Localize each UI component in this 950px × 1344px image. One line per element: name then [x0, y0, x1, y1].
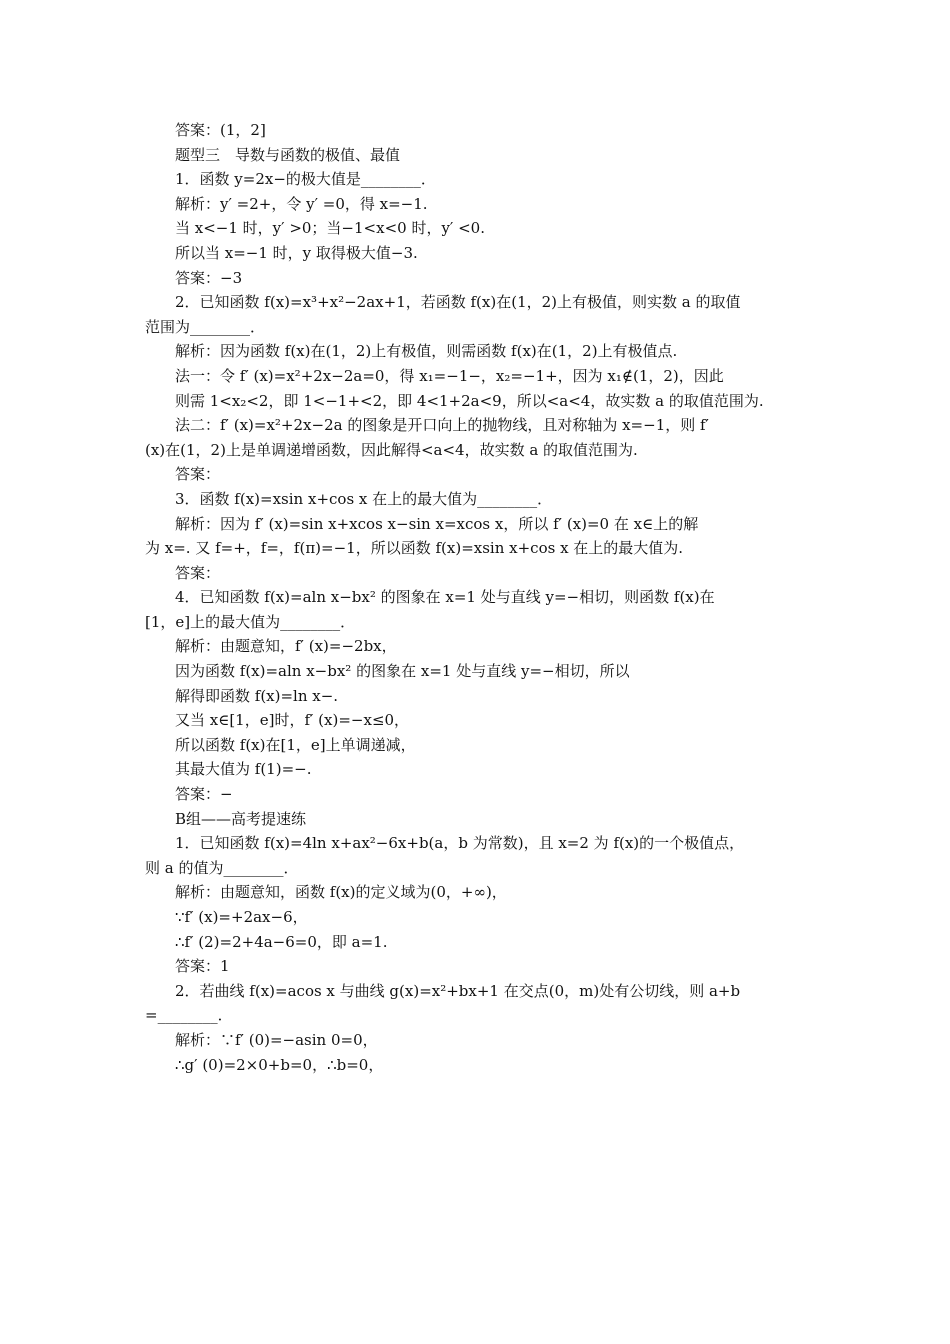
text-line: 法一：令 f′ (x)=x²+2x−2a=0，得 x₁=−1−，x₂=−1+，因为 x₁∉(1，2)，因此 [175, 366, 724, 385]
text-line: 因为函数 f(x)=aln x−bx² 的图象在 x=1 处与直线 y=−相切，所以 [175, 662, 630, 681]
text-line: 答案： [175, 465, 221, 484]
text-line: 解析：因为 f′ (x)=sin x+xcos x−sin x=xcos x，所以 f′ (x)=0 在 x∈上的解 [175, 514, 699, 533]
text-line: 1．函数 y=2x−的极大值是________． [175, 170, 436, 189]
text-line: 范围为________． [145, 317, 266, 336]
text-line: 答案：−3 [175, 268, 243, 287]
text-line: 解析：y′ =2+，令 y′ =0，得 x=−1. [175, 194, 428, 213]
text-line: 则需 1<x₂<2，即 1<−1+<2，即 4<1+2a<9，所以<a<4，故实数 a 的取值范围为. [175, 391, 764, 410]
text-line: 1．已知函数 f(x)=4ln x+ax²−6x+b(a，b 为常数)，且 x=2 为 f(x)的一个极值点， [175, 834, 745, 853]
text-line: 答案： [175, 563, 221, 582]
text-line: 4．已知函数 f(x)=aln x−bx² 的图象在 x=1 处与直线 y=−相切，则函数 f(x)在 [175, 588, 715, 607]
text-line: B组——高考提速练 [175, 809, 307, 828]
text-line: 则 a 的值为________． [145, 858, 299, 877]
text-line: [1，e]上的最大值为________． [145, 612, 356, 631]
text-line: 其最大值为 f(1)=−. [175, 760, 312, 779]
text-line: 解得即函数 f(x)=ln x−. [175, 686, 339, 705]
text-line: ∴f′ (2)=2+4a−6=0，即 a=1. [175, 932, 388, 951]
text-line: 2．已知函数 f(x)=x³+x²−2ax+1，若函数 f(x)在(1，2)上有极值，则实数 a 的取值 [175, 293, 741, 312]
text-line: 所以当 x=−1 时，y 取得极大值−3. [175, 243, 418, 262]
text-line: 所以函数 f(x)在[1，e]上单调递减， [175, 735, 416, 754]
text-line: =________． [145, 1006, 233, 1025]
text-line: 答案：(1，2] [175, 121, 266, 139]
text-line: ∵f′ (x)=+2ax−6， [175, 908, 308, 926]
text-line: ∴g′ (0)=2×0+b=0，∴b=0， [175, 1055, 384, 1074]
text-line: 3．函数 f(x)=xsin x+cos x 在上的最大值为________． [175, 489, 553, 508]
text-line: 解析：由题意知，函数 f(x)的定义域为(0，+∞)， [175, 883, 507, 902]
text-line: 又当 x∈[1，e]时，f′ (x)=−x≤0， [175, 711, 410, 730]
text-line: 当 x<−1 时，y′ >0；当−1<x<0 时，y′ <0. [175, 219, 485, 238]
text-line: 2．若曲线 f(x)=acos x 与曲线 g(x)=x²+bx+1 在交点(0，m)处有公切线，则 a+b [175, 981, 741, 1000]
text-line: 解析：因为函数 f(x)在(1，2)上有极值，则需函数 f(x)在(1，2)上有极值点. [175, 342, 678, 361]
text-line: 解析：由题意知，f′ (x)=−2bx， [175, 637, 397, 656]
text-line: (x)在(1，2)上是单调递增函数，因此解得<a<4，故实数 a 的取值范围为. [145, 440, 638, 459]
text-line: 答案：1 [175, 957, 230, 976]
text-line: 答案：− [175, 785, 233, 804]
text-line: 法二：f′ (x)=x²+2x−2a 的图象是开口向上的抛物线，且对称轴为 x=−1，则 f′ [175, 416, 709, 435]
text-line: 解析：∵f′ (0)=−asin 0=0， [175, 1030, 378, 1049]
document-body [145, 118, 810, 1077]
text-line: 题型三 导数与函数的极值、最值 [175, 145, 401, 164]
text-line: 为 x=. 又 f=+，f=，f(π)=−1，所以函数 f(x)=xsin x+cos x 在上的最大值为. [145, 539, 684, 558]
